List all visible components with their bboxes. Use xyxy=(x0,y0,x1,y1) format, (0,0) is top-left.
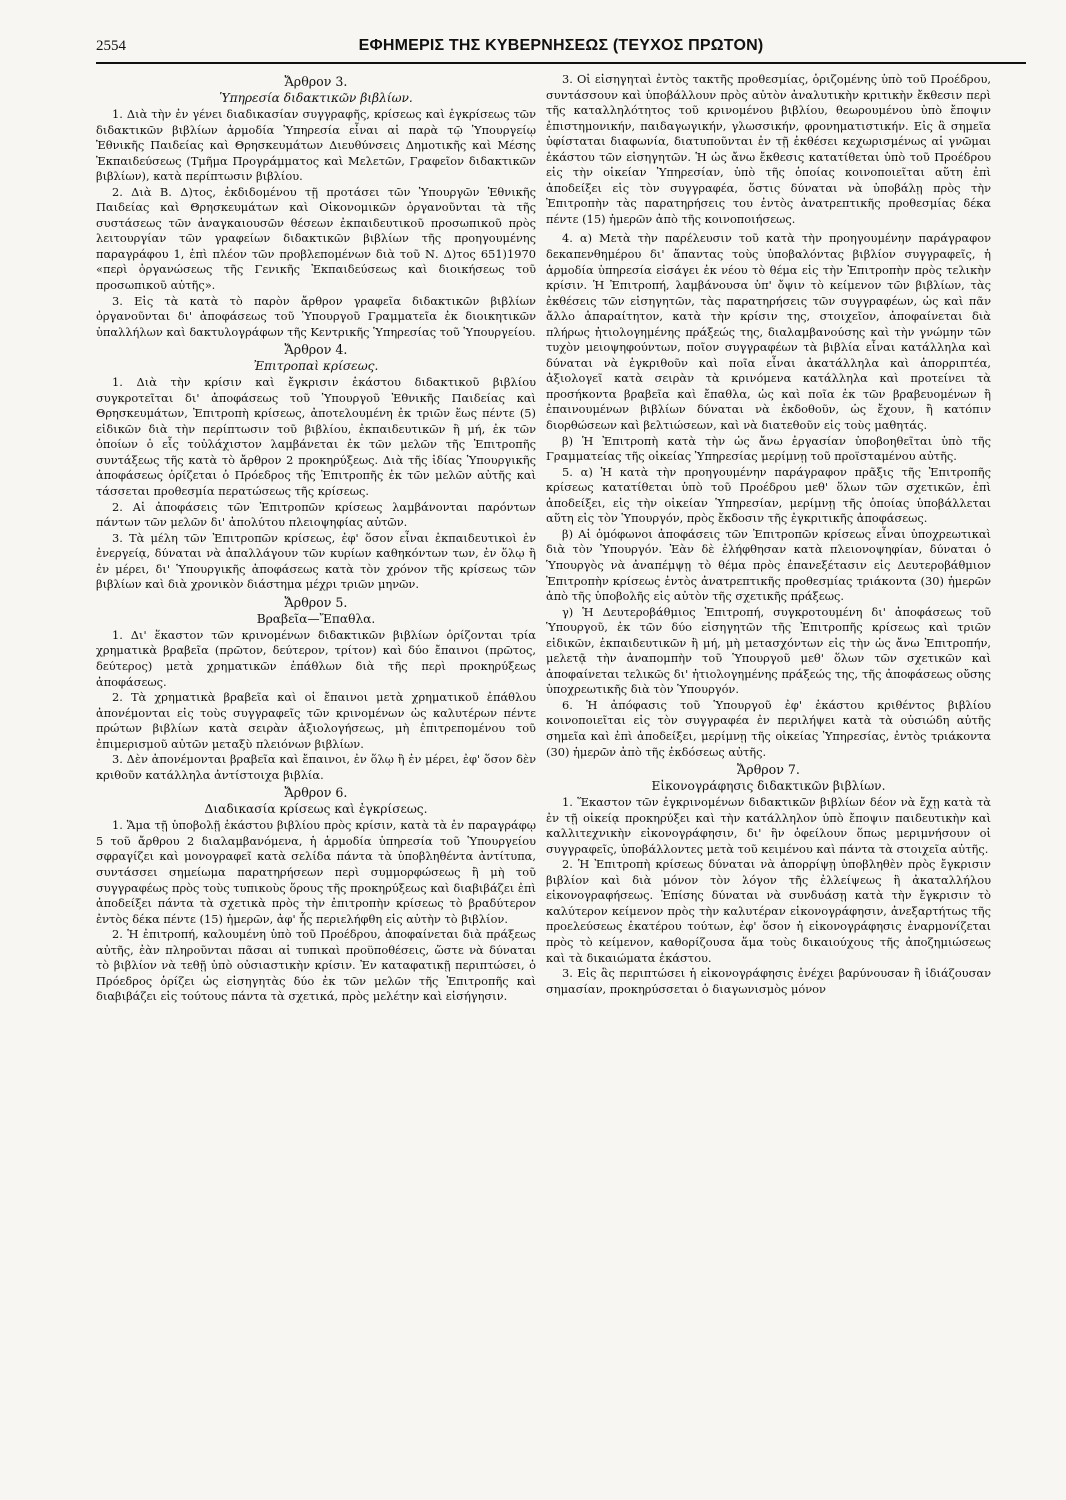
article-4-subheading: Ἐπιτροπαὶ κρίσεως. xyxy=(253,359,379,374)
paragraph: 2. Αἱ ἀποφάσεις τῶν Ἐπιτροπῶν κρίσεως λαμβάνονται παρόντων πάντων τῶν μελῶν δι' ἀπολύτου πλειοψηφίας αὐτῶν. xyxy=(96,499,536,530)
article-3-heading: Ἄρθρον 3. xyxy=(284,74,348,89)
paragraph: 1. Διὰ τὴν κρίσιν καὶ ἔγκρισιν ἑκάστου διδακτικοῦ βιβλίου συγκροτεῖται δι' ἀποφάσεως τοῦ Ὑπουργοῦ Ἐθνικῆς Παιδείας καὶ Θρησκευμάτων, Ἐπιτροπὴ κρίσεως, ἀποτελουμένη ἐκ τριῶν ἕως πέντε (5) εἰδικῶν διὰ τὴν περίπτωσιν τοῦ βιβλίου, ἐκπαιδευτικῶν ἢ μή, ἐκ τῶν ὁποίων ὁ εἷς τοὐλάχιστον λαμβάνεται ἐκ τῶν μελῶν τῆς Ἐπιτροπῆς συντάξεως τῆς κατὰ τὸ ἄρθρον 2 προκηρύξεως. Διὰ τῆς ἰδίας Ὑπουργικῆς ἀποφάσεως ὁρίζεται ὁ Πρόεδρος τῆς Ἐπιτροπῆς ἐκ τῶν μελῶν αὐτῆς καὶ τάσσεται προθεσμία περατώσεως τῆς κρίσεως. xyxy=(96,375,536,499)
paragraph: 1. Ἕκαστον τῶν ἐγκρινομένων διδακτικῶν βιβλίων δέον νὰ ἔχῃ κατὰ τὰ ἐν τῇ οἰκείᾳ προκηρύξει καὶ τὴν κατάλληλον ὑπὸ ἔποψιν παιδευτικὴν καὶ καλλιτεχνικὴν εἰκονογράφησιν, δι' ἣν ὀφείλουν ὅπως μεριμνήσουν οἱ συγγραφεῖς, ὑποβάλλοντες μετὰ τοῦ κειμένου καὶ πάντα τὰ στοιχεῖα αὐτῆς. xyxy=(546,795,991,856)
article-5-subheading: Βραβεῖα—Ἔπαθλα. xyxy=(256,611,376,626)
paragraph: 5. α) Ἡ κατὰ τὴν προηγουμένην παράγραφον πρᾶξις τῆς Ἐπιτροπῆς κρίσεως κατατίθεται ὑπὸ τοῦ Προέδρου μεθ' ὅλων τῶν σχετικῶν, ἐπὶ ἀποδείξει, εἰς τὴν οἰκείαν Ὑπηρεσίαν, μερίμνῃ τῆς ὁποίας ὑποβάλλεται αὕτη εἰς τὸν Ὑπουργόν, πρὸς ἔκδοσιν τῆς ἐγκριτικῆς ἀποφάσεως. xyxy=(546,464,991,526)
paragraph: β) Αἱ ὁμόφωνοι ἀποφάσεις τῶν Ἐπιτροπῶν κρίσεως εἶναι ὑποχρεωτικαὶ διὰ τὸν Ὑπουργόν. Ἐὰν δὲ ἐλήφθησαν κατὰ πλειονοψηφίαν, δύναται ὁ Ὑπουργὸς νὰ ἀναπέμψῃ τὸ θέμα πρὸς ἐπανεξέτασιν εἰς Δευτεροβάθμιον Ἐπιτροπὴν κρίσεως ἐντὸς ἀνατρεπτικῆς προθεσμίας τριάκοντα (30) ἡμερῶν ἀπὸ τῆς ὑποβολῆς εἰς αὐτὸν τῆς σχετικῆς πράξεως. xyxy=(546,526,991,604)
paragraph: 3. Τὰ μέλη τῶν Ἐπιτροπῶν κρίσεως, ἐφ' ὅσον εἶναι ἐκπαιδευτικοὶ ἐν ἐνεργείᾳ, δύναται νὰ ἀπαλλάγουν τῶν κυρίων καθηκόντων των, ἐν ὅλῳ ἢ ἐν μέρει, δι' Ὑπουργικῆς ἀποφάσεως κατὰ τὸν χρόνον τῆς κρίσεως τῶν βιβλίων καὶ διὰ χρονικὸν διάστημα μέχρι τριῶν μηνῶν. xyxy=(96,530,536,592)
paragraph: 6. Ἡ ἀπόφασις τοῦ Ὑπουργοῦ ἐφ' ἑκάστου κριθέντος βιβλίου κοινοποιεῖται εἰς τὸν συγγραφέα ἐν περιλήψει κατὰ τὰ οὐσιώδη αὐτῆς σημεῖα καὶ ἐπὶ ἀποδείξει, μερίμνῃ τῆς οἰκείας Ὑπηρεσίας, ἐντὸς τριάκοντα (30) ἡμερῶν ἀπὸ τῆς ἐκδόσεως αὐτῆς. xyxy=(546,697,991,759)
paragraph: 3. Δὲν ἀπονέμονται βραβεῖα καὶ ἔπαινοι, ἐν ὅλῳ ἢ ἐν μέρει, ἐφ' ὅσον δὲν κριθοῦν κατάλληλα ἀντίστοιχα βιβλία. xyxy=(96,752,536,782)
page-header xyxy=(96,32,1026,60)
right-column xyxy=(546,72,991,1470)
paragraph: 1. Δι' ἕκαστον τῶν κρινομένων διδακτικῶν βιβλίων ὁρίζονται τρία χρηματικὰ βραβεῖα (πρῶτον, δεύτερον, τρίτον) καὶ δύο ἔπαινοι (πρῶτος, δεύτερος) μετὰ χρηματικῶν ἐπάθλων διὰ τῆς περὶ προκηρύξεως ἀποφάσεως. xyxy=(96,627,536,689)
article-5-heading: Ἄρθρον 5. xyxy=(284,594,348,610)
paragraph: 3. Εἰς ἃς περιπτώσει ἡ εἰκονογράφησις ἐνέχει βαρύνουσαν ἢ ἰδιάζουσαν σημασίαν, προκηρύσσεται ὁ διαγωνισμὸς μόνον xyxy=(546,966,991,996)
paragraph: 1. Ἅμα τῇ ὑποβολῇ ἑκάστου βιβλίου πρὸς κρίσιν, κατὰ τὰ ἐν παραγράφῳ 5 τοῦ ἄρθρου 2 διαλαμβανόμενα, ἡ ἁρμοδία ὑπηρεσία τοῦ Ὑπουργείου σφραγίζει καὶ μονογραφεῖ κατὰ σελίδα πάντα τὰ ὑποβληθέντα ἀντίτυπα, συντάσσει σημείωμα παρατηρήσεων περὶ συμμορφώσεως ἢ μὴ τοῦ συγγραφέως πρὸς τοὺς τυπικοὺς ὅρους τῆς προκηρύξεως καὶ διαβιβάζει ἐπὶ ἀποδείξει πάντα τὰ σχετικὰ πρὸς τὴν ἐπιτροπὴν κρίσεως τὸ βραδύτερον ἐντὸς δέκα πέντε (15) ἡμερῶν, ἀφ' ἧς περιελήφθη εἰς αὐτὴν τὸ βιβλίον. xyxy=(96,818,536,926)
page-number: 2554 xyxy=(96,37,126,54)
article-6-subheading: Διαδικασία κρίσεως καὶ ἐγκρίσεως. xyxy=(204,802,428,817)
article-3-subheading: Ὑπηρεσία διδακτικῶν βιβλίων. xyxy=(219,91,413,105)
paragraph: 1. Διὰ τὴν ἐν γένει διαδικασίαν συγγραφῆς, κρίσεως καὶ ἐγκρίσεως τῶν διδακτικῶν βιβλίων ἁρμοδία Ὑπηρεσία εἶναι αἱ παρὰ τῷ Ὑπουργείῳ Ἐθνικῆς Παιδείας καὶ Θρησκευμάτων Διευθύνσεις Δημοτικῆς καὶ Μέσης Ἐκπαιδεύσεως (Τμῆμα Προγράμματος καὶ Μελετῶν, Γραφεῖον διδακτικῶν βιβλίων), κατὰ περίπτωσιν βιβλίου. xyxy=(96,107,536,184)
paragraph: 2. Διὰ Β. Δ)τος, ἐκδιδομένου τῇ προτάσει τῶν Ὑπουργῶν Ἐθνικῆς Παιδείας καὶ Θρησκευμάτων καὶ Οἰκονομικῶν ὀργανοῦνται τὰ τῆς συστάσεως τῶν ἀναγκαιουσῶν θέσεων ἐκπαιδευτικοῦ προσωπικοῦ πρὸς λειτουργίαν τῶν γραφείων διδακτικῶν βιβλίων τῆς προηγουμένης παραγράφου 1, ἐπὶ πλέον τῶν προβλεπομένων διὰ τοῦ Ν. Δ)τος 651)1970 «περὶ ὀργανώσεως τῆς Γενικῆς Ἐκπαιδεύσεως καὶ διοικήσεως τοῦ προσωπικοῦ αὐτῆς». xyxy=(96,184,536,293)
paragraph: 3. Οἱ εἰσηγηταὶ ἐντὸς τακτῆς προθεσμίας, ὁριζομένης ὑπὸ τοῦ Προέδρου, συντάσσουν καὶ ὑποβάλλουν πρὸς αὐτὸν ἀναλυτικὴν κριτικὴν ἔκθεσιν περὶ τῆς καταλληλότητος τοῦ κρινομένου βιβλίου, θεωρουμένου ὑπὸ ἔποψιν ἐπιστημονικήν, παιδαγωγικήν, γλωσσικήν, φρονηματιστικήν. Εἰς ἃ σημεῖα ὑφίσταται διαφωνία, διατυποῦνται ἐν τῇ ἐκθέσει κεχωρισμένως αἱ γνῶμαι ἑκάστου τῶν εἰσηγητῶν. Ἡ ὡς ἄνω ἔκθεσις κατατίθεται ὑπὸ τοῦ Προέδρου εἰς τὴν οἰκείαν Ὑπηρεσίαν, ὑπὸ τῆς ὁποίας κοινοποιεῖται αὕτη ἐπὶ ἀποδείξει εἰς τὸν συγγραφέα, ὅστις δύναται νὰ ὑποβάλῃ πρὸς τὴν Ἐπιτροπὴν τὰς παρατηρήσεις του ἐντὸς ἀνατρεπτικῆς προθεσμίας δέκα πέντε (15) ἡμερῶν ἀπὸ τῆς κοινοποιήσεως. xyxy=(546,72,991,226)
paragraph: 2. Ἡ Ἐπιτροπὴ κρίσεως δύναται νὰ ἀπορρίψῃ ὑποβληθὲν πρὸς ἔγκρισιν βιβλίον καὶ διὰ μόνον τὸν λόγον τῆς ἐλλείψεως ἢ ἀκαταλλήλου εἰκονογραφήσεως. Ἐπίσης δύναται νὰ συνδυάσῃ κατὰ τὴν ἔγκρισιν τὸ καλύτερον κείμενον πρὸς τὴν καλυτέραν εἰκονογράφησιν, ἀνεξαρτήτως τῆς προελεύσεως ἑκατέρου τούτων, ἐφ' ὅσον ἡ εἰκονογράφησις ἐναρμονίζεται πρὸς τὸ κείμενον, καθορίζουσα ἅμα τοὺς δικαιούχους τῆς ἀποζημιώσεως καὶ τὰ δικαιώματα ἑκάστου. xyxy=(546,857,991,965)
article-7-subheading: Εἰκονογράφησις διδακτικῶν βιβλίων. xyxy=(651,779,886,794)
paragraph: γ) Ἡ Δευτεροβάθμιος Ἐπιτροπή, συγκροτουμένη δι' ἀποφάσεως τοῦ Ὑπουργοῦ, ἐκ τῶν δύο εἰσηγητῶν τῆς Ἐπιτροπῆς κρίσεως καὶ τριῶν εἰδικῶν, ἐκπαιδευτικῶν ἢ μή, μὴ μετασχόντων εἰς τὴν ὡς ἄνω Ἐπιτροπήν, μελετᾷ τὴν ἀναπομπὴν τοῦ Ὑπουργοῦ μεθ' ὅλων τῶν σχετικῶν καὶ ἀποφαίνεται τελικῶς δι' ἠτιολογημένης πράξεώς της, τῆς ἀποφάσεως οὔσης ὑποχρεωτικῆς διὰ τὸν Ὑπουργόν. xyxy=(546,604,991,697)
gazette-title: ΕΦΗΜΕΡΙΣ ΤΗΣ ΚΥΒΕΡΝΗΣΕΩΣ (ΤΕΥΧΟΣ ΠΡΩΤΟΝ) xyxy=(358,37,764,54)
paragraph: 2. Ἡ ἐπιτροπή, καλουμένη ὑπὸ τοῦ Προέδρου, ἀποφαίνεται διὰ πράξεως αὐτῆς, ἐὰν πληροῦνται πᾶσαι αἱ τυπικαὶ προϋποθέσεις, ὥστε νὰ δύναται τὸ βιβλίον νὰ τεθῇ ὑπὸ οὐσιαστικὴν κρίσιν. Ἐν καταφατικῇ περιπτώσει, ὁ Πρόεδρος ὁρίζει ὡς εἰσηγητὰς δύο ἐκ τῶν μελῶν τῆς Ἐπιτροπῆς καὶ διαβιβάζει εἰς τούτους πάντα τὰ σχετικά, πρὸς μελέτην καὶ εἰσήγησιν. xyxy=(96,927,536,1004)
paragraph: 3. Εἰς τὰ κατὰ τὸ παρὸν ἄρθρον γραφεῖα διδακτικῶν βιβλίων ὀργανοῦνται δι' ἀποφάσεως τοῦ Ὑπουργοῦ Γραμματεῖα ἐκ διοικητικῶν ὑπαλλήλων καὶ δακτυλογράφων τῆς Κεντρικῆς Ὑπηρεσίας τοῦ Ὑπουργείου. xyxy=(96,293,536,339)
article-6-heading: Ἄρθρον 6. xyxy=(284,785,348,801)
article-4-heading: Ἄρθρον 4. xyxy=(284,342,348,358)
paragraph: β) Ἡ Ἐπιτροπὴ κατὰ τὴν ὡς ἄνω ἐργασίαν ὑποβοηθεῖται ὑπὸ τῆς Γραμματείας τῆς οἰκείας Ὑπηρεσίας μερίμνῃ τοῦ προϊσταμένου αὐτῆς. xyxy=(546,433,991,464)
header-rule xyxy=(96,62,1026,64)
paragraph: 2. Τὰ χρηματικὰ βραβεῖα καὶ οἱ ἔπαινοι μετὰ χρηματικοῦ ἐπάθλου ἀπονέμονται εἰς τοὺς συγγραφεῖς τῶν κρινομένων ὡς καλυτέρων πέντε πρώτων βιβλίων κατὰ σειρὰν ἀξιολογήσεως, μὴ ἐπιτρεπομένου τοῦ ἐπιμερισμοῦ αὐτῶν μεταξὺ πλειόνων βιβλίων. xyxy=(96,690,536,751)
paragraph: 4. α) Μετὰ τὴν παρέλευσιν τοῦ κατὰ τὴν προηγουμένην παράγραφον δεκαπενθημέρου δι' ἅπαντας τοὺς ὑποβαλόντας βιβλίον συγγραφεῖς, ἡ ἁρμοδία ὑπηρεσία εἰσάγει ἐκ νέου τὸ θέμα εἰς τὴν Ἐπιτροπὴν πρὸς τελικὴν κρίσιν. Ἡ Ἐπιτροπή, λαμβάνουσα ὑπ' ὄψιν τὸ κείμενον τῶν βιβλίων, τὰς ἐκθέσεις τῶν εἰσηγητῶν, τὰς παρατηρήσεις τῶν συγγραφέων, ὡς καὶ πᾶν ἄλλο ἀπαραίτητον, κατὰ τὴν κρίσιν της, στοιχεῖον, ἀποφαίνεται διὰ πλήρως ἠτιολογημένης πράξεώς της, διαλαμβανούσης καὶ τὴν γνώμην τῶν τυχὸν μειοψηφούντων, ποῖον συγγραφέων τὰ βιβλία εἶναι κατάλληλα καὶ δύναται νὰ ἐγκριθοῦν καὶ ποῖα εἶναι ἀκατάλληλα καὶ ἀπορριπτέα, ἀξιολογεῖ κατὰ σειρὰν τὰ κρινόμενα κατάλληλα καὶ προτείνει τὰ προσήκοντα βραβεῖα καὶ ἔπαθλα, ὡς καὶ ποῖα ἐκ τῶν βραβευομένων ἢ ἐπαινουμένων βιβλίων δύναται νὰ ἐκδοθοῦν, ὡς ἔχουν, ἢ κατόπιν διορθώσεων καὶ βελτιώσεων, καὶ νὰ διατεθοῦν εἰς τοὺς μαθητάς. xyxy=(546,231,991,433)
article-7-heading: Ἄρθρον 7. xyxy=(737,762,800,778)
left-column xyxy=(96,72,536,1470)
